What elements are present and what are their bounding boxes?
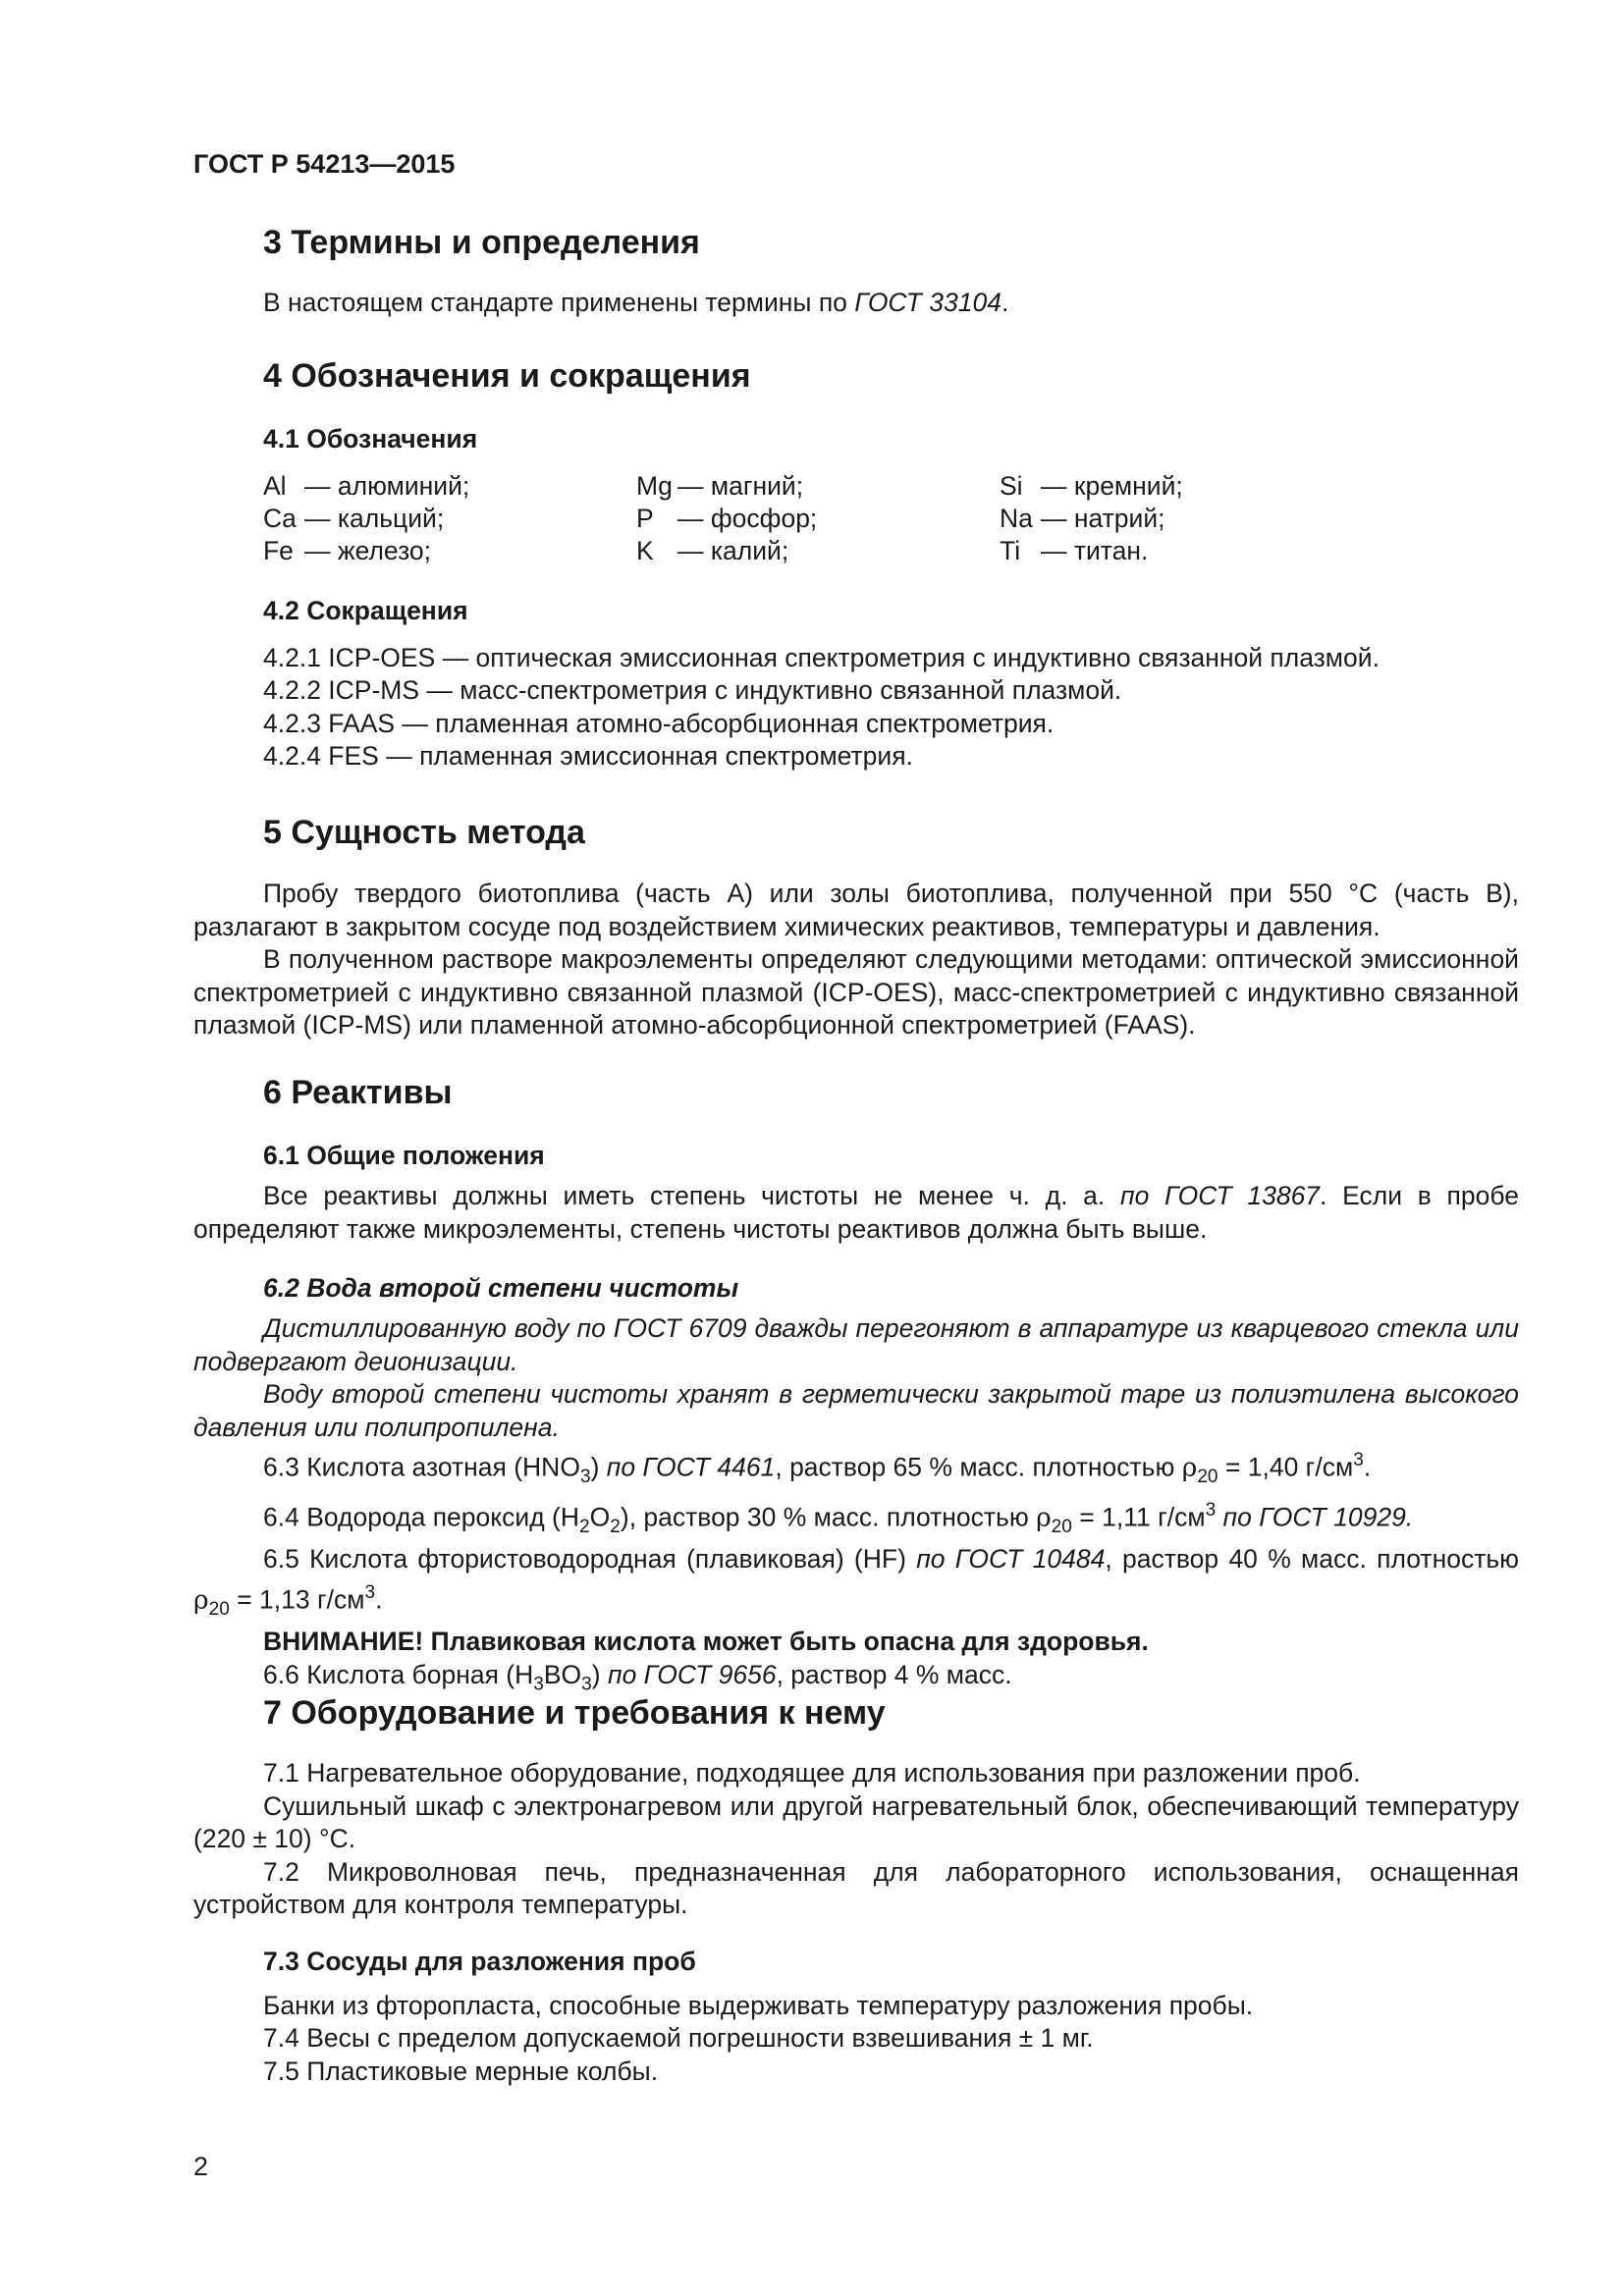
abbreviation-item: 4.2.4 FES — пламенная эмиссионная спектрометрия. bbox=[263, 741, 913, 771]
section-4-2-title: 4.2 Сокращения bbox=[263, 596, 468, 625]
reagent-6-5: 6.5 Кислота фтористоводородная (плавиковая) (HF) по ГОСТ 10484, раствор 40 % масс. плотностью $\rho_{20} = 1,13$ $г/см^3$. bbox=[193, 1544, 1520, 1620]
section-6-2-title: 6.2 Вода второй степени чистоты bbox=[263, 1273, 739, 1303]
symbols-row-2: Ca — кальций; P — фосфор; Na — натрий; bbox=[263, 504, 1165, 533]
paragraph: Воду второй степени чистоты хранят в герметически закрытой таре из полиэтилена высокого давления или полипропилена. bbox=[193, 1379, 1519, 1442]
symbols-row-1: Al — алюминий; Mg — магний; Si — кремний; bbox=[263, 471, 1183, 501]
reagent-6-4: 6.4 Водорода пероксид $(H_2O_2)$, раствор 30 % масс. плотностью $\rho_{20} = 1,11$ $г/см^3$ по ГОСТ 10929. bbox=[263, 1499, 1414, 1537]
paragraph: Все реактивы должны иметь степень чистоты не менее ч. д. а. по ГОСТ 13867. Если в пробе определяют также микроэлементы, степень чистоты реактивов должна быть выше. bbox=[193, 1181, 1519, 1244]
paragraph: Банки из фторопласта, способные выдерживать температуру разложения пробы. bbox=[263, 1991, 1254, 2020]
paragraph: 7.1 Нагревательное оборудование, подходящее для использования при разложении проб. bbox=[263, 1758, 1361, 1788]
gost-reference: ГОСТ 33104 bbox=[854, 288, 1001, 317]
section-4-1-title: 4.1 Обозначения bbox=[263, 424, 478, 454]
section-6-1-body bbox=[193, 1180, 1519, 1246]
paragraph: В полученном растворе макроэлементы определяют следующими методами: оптической эмиссионной спектрометрией с индуктивно связанной плазмой (ICP-OES), масс-спектрометрией с индуктивно связанной плазмой (ICP-MS) или пламенной атомно-абсорбционной спектрометрией (FAAS). bbox=[193, 944, 1519, 1040]
section-7-3-title: 7.3 Сосуды для разложения проб bbox=[263, 1947, 696, 1976]
section-7-title: 7 Оборудование и требования к нему bbox=[263, 1694, 886, 1732]
paragraph: 7.2 Микроволновая печь, предназначенная для лабораторного использования, оснащенная устройством для контроля температуры. bbox=[193, 1856, 1519, 1919]
section-6-1-title: 6.1 Общие положения bbox=[263, 1141, 545, 1170]
paragraph: 7.5 Пластиковые мерные колбы. bbox=[263, 2056, 659, 2086]
warning-text: ВНИМАНИЕ! Плавиковая кислота может быть опасна для здоровья. bbox=[263, 1627, 1149, 1657]
section-3-title: 3 Термины и определения bbox=[263, 224, 700, 261]
abbreviation-item: 4.2.2 ICP-MS — масс-спектрометрия с индуктивно связанной плазмой. bbox=[263, 675, 1122, 705]
abbreviation-item: 4.2.3 FAAS — пламенная атомно-абсорбционная спектрометрия. bbox=[263, 709, 1055, 738]
section-5-title: 5 Сущность метода bbox=[263, 814, 585, 851]
symbols-row-3: Fe — железо; K — калий; Ti — титан. bbox=[263, 536, 1149, 565]
paragraph: Дистиллированную воду по ГОСТ 6709 дважды перегоняют в аппаратуре из кварцевого стекла или подвергают деионизации. bbox=[193, 1313, 1519, 1376]
section-6-title: 6 Реактивы bbox=[263, 1074, 453, 1111]
section-4-title: 4 Обозначения и сокращения bbox=[263, 357, 751, 395]
abbreviation-item: 4.2.1 ICP-OES — оптическая эмиссионная спектрометрия с индуктивно связанной плазмой. bbox=[263, 643, 1380, 672]
reagent-6-3: 6.3 Кислота азотная $(HNO_3)$ по ГОСТ 4461, раствор 65 % масс. плотностью $\rho_{20} = 1,40$ $г/см^3$. bbox=[263, 1450, 1372, 1488]
section-6-body bbox=[193, 1312, 1519, 1701]
section-7-body bbox=[193, 1757, 1519, 1922]
document-code: ГОСТ Р 54213—2015 bbox=[193, 149, 456, 179]
section-3-text: В настоящем стандарте применены термины по ГОСТ 33104. bbox=[263, 288, 1009, 317]
paragraph: Пробу твердого биотоплива (часть А) или золы биотоплива, полученной при 550 °С (часть В), разлагают в закрытом сосуде под воздействием химических реактивов, температуры и давления. bbox=[193, 879, 1519, 941]
reagent-6-6: 6.6 Кислота борная $(H_3BO_3)$ по ГОСТ 9656, раствор 4 % масс. bbox=[263, 1659, 1012, 1695]
page-number: 2 bbox=[193, 2152, 209, 2181]
section-5-body bbox=[193, 878, 1519, 1042]
paragraph: 7.4 Весы с пределом допускаемой погрешности взвешивания ± 1 мг. bbox=[263, 2023, 1094, 2053]
paragraph: Сушильный шкаф с электронагревом или другой нагревательный блок, обеспечивающий температуру (220 ± 10) °С. bbox=[193, 1790, 1519, 1853]
